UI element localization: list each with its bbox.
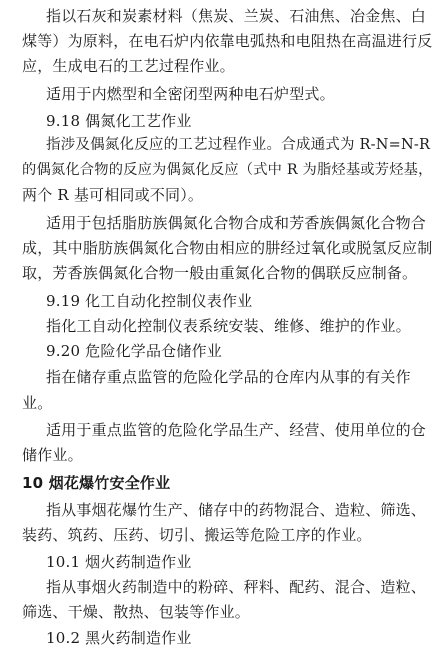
section-heading: 9.19 化工自动化控制仪表作业 [46, 292, 253, 310]
text-line: 指化工自动化控制仪表系统安装、维修、维护的作业。 [46, 317, 411, 335]
text-line: 储作业。 [22, 446, 83, 464]
text-line: 指以石灰和炭素材料（焦炭、兰炭、石油焦、冶金焦、白 [46, 7, 427, 25]
text-line: 的偶氮化合物的反应为偶氮化反应（式中 R 为脂烃基或芳烃基， [22, 162, 433, 178]
text-line: 适用于包括脂肪族偶氮化合物合成和芳香族偶氮化合物合 [46, 214, 427, 232]
text-line: 取，芳香族偶氮化合物一般由重氮化合物的偶联反应制备。 [22, 264, 418, 282]
text-line: 指从事烟火药制造中的粉碎、秤料、配药、混合、造粒、 [46, 578, 427, 596]
text-line: 适用于内燃型和全密闭型两种电石炉型式。 [46, 85, 335, 103]
text-line: 筛选、干燥、散热、包装等作业。 [22, 603, 251, 621]
text-line: 应，生成电石的工艺过程作业。 [22, 57, 235, 75]
section-heading: 9.20 危险化学品仓储作业 [46, 342, 222, 360]
text-line: 装药、筑药、压药、切引、搬运等危险工序的作业。 [22, 526, 372, 544]
text-line: 煤等）为原料，在电石炉内依靠电弧热和电阻热在高温进行反 [22, 32, 433, 50]
text-line: 适用于重点监管的危险化学品生产、经营、使用单位的仓 [46, 421, 427, 439]
chapter-heading: 10 烟花爆竹安全作业 [22, 474, 171, 492]
text-line: 指涉及偶氮化反应的工艺过程作业。合成通式为 R-N=N-R [46, 137, 431, 153]
text-line: 指从事烟花爆竹生产、储存中的药物混合、造粒、筛选、 [46, 501, 427, 519]
section-heading: 10.2 黑火药制造作业 [46, 629, 192, 647]
text-line: 成，其中脂肪族偶氮化合物由相应的肼经过氧化或脱氢反应制 [22, 239, 433, 257]
text-line: 两个 R 基可相同或不同）。 [22, 186, 204, 204]
text-line: 指在储存重点监管的危险化学品的仓库内从事的有关作 [46, 368, 411, 386]
section-heading: 9.18 偶氮化工艺作业 [46, 112, 192, 130]
text-line: 业。 [22, 394, 53, 412]
section-heading: 10.1 烟火药制造作业 [46, 553, 192, 571]
